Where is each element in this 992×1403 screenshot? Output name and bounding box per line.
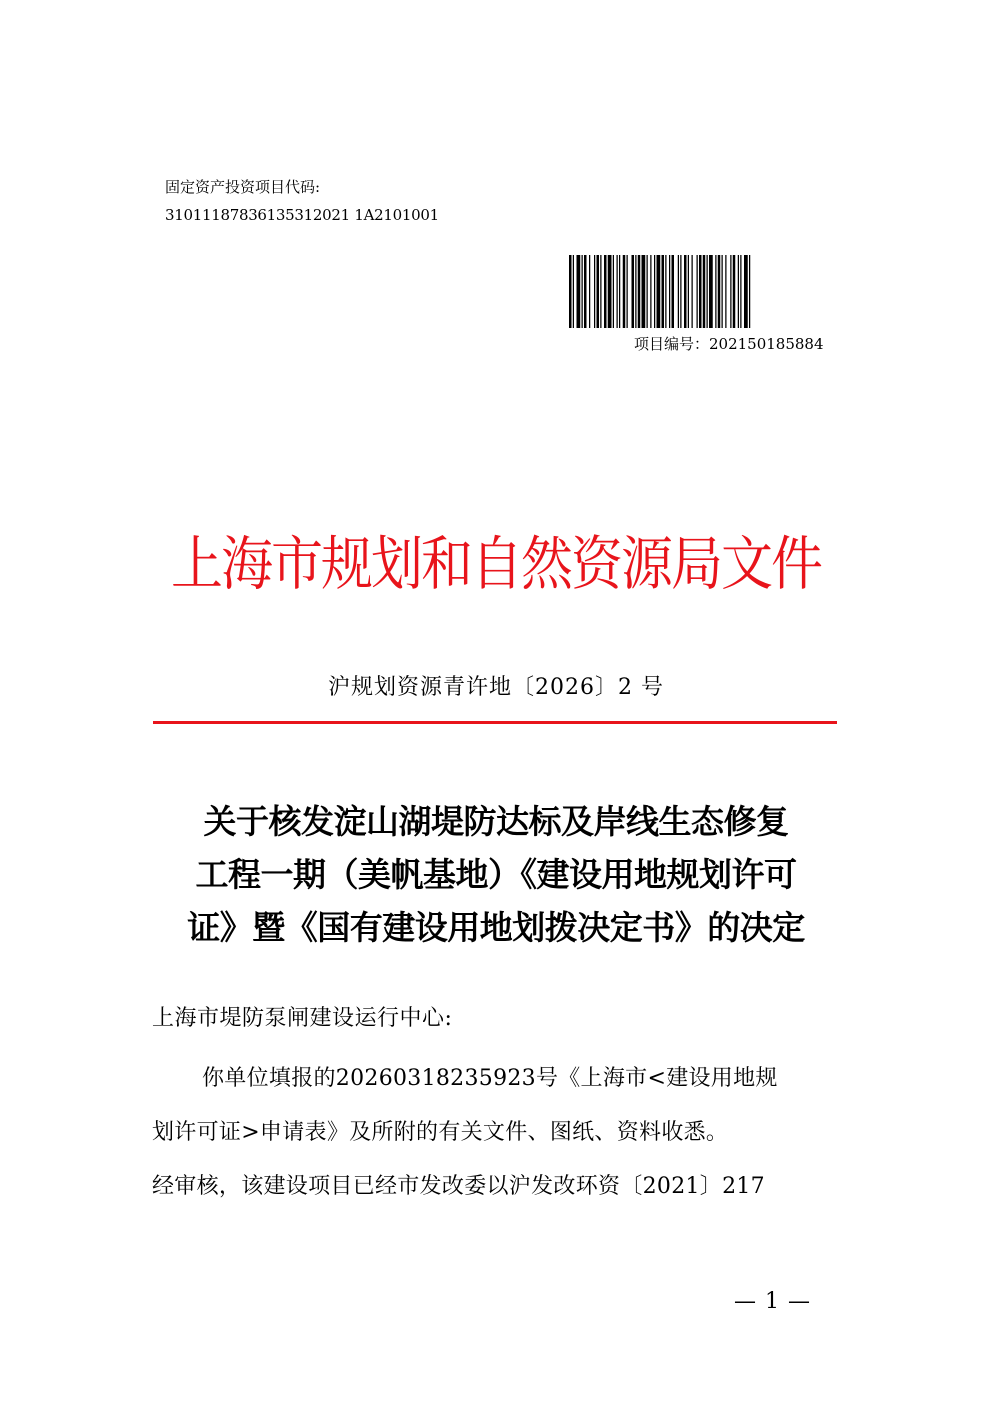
decision-title-line-2: 工程一期（美帆基地）《建设用地规划许可: [195, 855, 797, 894]
issuer-header: 上海市规划和自然资源局文件: [170, 531, 821, 599]
barcode-icon: [569, 255, 828, 328]
body-text: [152, 1052, 844, 1214]
decision-title: [150, 795, 842, 954]
body-line-2: 划许可证>申请表》及所附的有关文件、图纸、资料收悉。: [152, 1120, 729, 1145]
body-line-3: 经审核，该建设项目已经市发改委以沪发改环资〔2021〕217: [152, 1174, 765, 1199]
document-number: 沪规划资源青许地〔2026〕2 号: [328, 675, 664, 700]
body-line-1: 你单位填报的20260318235923号《上海市<建设用地规: [202, 1066, 778, 1091]
red-divider: [153, 721, 837, 724]
decision-title-line-3: 证》暨《国有建设用地划拨决定书》的决定: [187, 908, 805, 947]
addressee: 上海市堤防泵闸建设运行中心:: [152, 1006, 453, 1031]
project-number: 项目编号：202150185884: [634, 335, 824, 353]
page-number: — 1 —: [734, 1289, 811, 1314]
decision-title-line-1: 关于核发淀山湖堤防达标及岸线生态修复: [203, 802, 789, 841]
fixed-asset-code-label: 固定资产投资项目代码:: [165, 178, 321, 196]
fixed-asset-code: 31011187836135312021 1A2101001: [165, 206, 439, 224]
